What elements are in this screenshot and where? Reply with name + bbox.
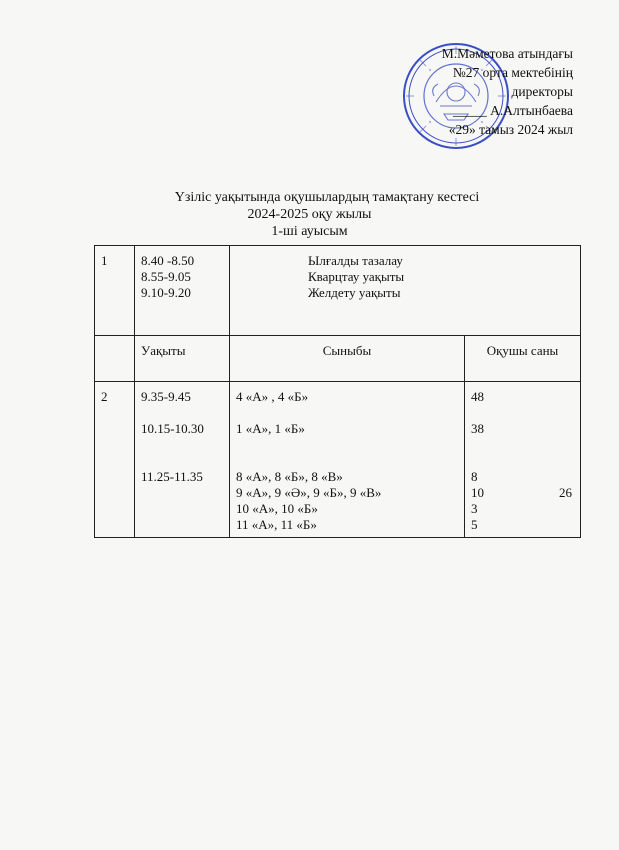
title-line: Үзіліс уақытында оқушылардың тамақтану кестесі xyxy=(174,190,480,205)
header-time: Уақыты xyxy=(135,336,230,382)
class-value: 8 «А», 8 «Б», 8 «В» xyxy=(236,469,343,484)
sanitation-notes-cell xyxy=(230,246,581,336)
note-text: Ылғалды тазалау xyxy=(308,253,403,268)
time-value: 8.55-9.05 xyxy=(141,269,191,284)
approval-line: _____ А.Алтынбаева xyxy=(453,103,573,118)
row-number: 2 xyxy=(95,382,135,538)
row-number: 1 xyxy=(95,246,135,336)
note-text: Желдету уақыты xyxy=(308,285,401,300)
student-count: 48 xyxy=(471,389,484,404)
approval-line: директоры xyxy=(511,84,573,99)
student-count: 5 xyxy=(471,517,478,532)
class-cell xyxy=(230,382,465,538)
class-value: 1 «А», 1 «Б» xyxy=(236,421,305,436)
approval-line: №27 орта мектебінің xyxy=(452,65,573,80)
class-value: 11 «А», 11 «Б» xyxy=(236,517,317,532)
note-text: Кварцтау уақыты xyxy=(308,269,405,284)
time-value: 8.40 -8.50 xyxy=(141,253,195,268)
meal-schedule-table xyxy=(94,245,581,538)
empty-cell xyxy=(95,336,135,382)
class-value: 10 «А», 10 «Б» xyxy=(236,501,318,516)
school-year: 2024-2025 оқу жылы xyxy=(247,207,372,222)
class-value: 9 «А», 9 «Ә», 9 «Б», 9 «В» xyxy=(236,485,382,500)
time-value: 9.35-9.45 xyxy=(141,389,191,404)
student-count: 38 xyxy=(471,421,484,436)
student-total: 26 xyxy=(559,485,572,500)
time-cell xyxy=(135,382,230,538)
class-value: 4 «А» , 4 «Б» xyxy=(236,389,309,404)
header-class: Сыныбы xyxy=(230,336,465,382)
table-row xyxy=(95,382,581,538)
student-count: 3 xyxy=(471,501,478,516)
header-students: Оқушы саны xyxy=(465,336,581,382)
students-cell xyxy=(465,382,581,538)
time-value: 9.10-9.20 xyxy=(141,285,191,300)
time-value: 10.15-10.30 xyxy=(141,421,204,436)
shift-label: 1-ші ауысым xyxy=(271,224,348,239)
time-value: 11.25-11.35 xyxy=(141,469,203,484)
approval-block xyxy=(363,44,573,139)
document-title xyxy=(0,189,619,240)
approval-line: М.Мәметова атындағы xyxy=(441,46,573,61)
approval-line: «29» тамыз 2024 жыл xyxy=(448,122,573,137)
student-count: 8 xyxy=(471,469,478,484)
time-cell xyxy=(135,246,230,336)
table-header-row xyxy=(95,336,581,382)
table-row xyxy=(95,246,581,336)
student-count: 10 xyxy=(471,485,484,500)
